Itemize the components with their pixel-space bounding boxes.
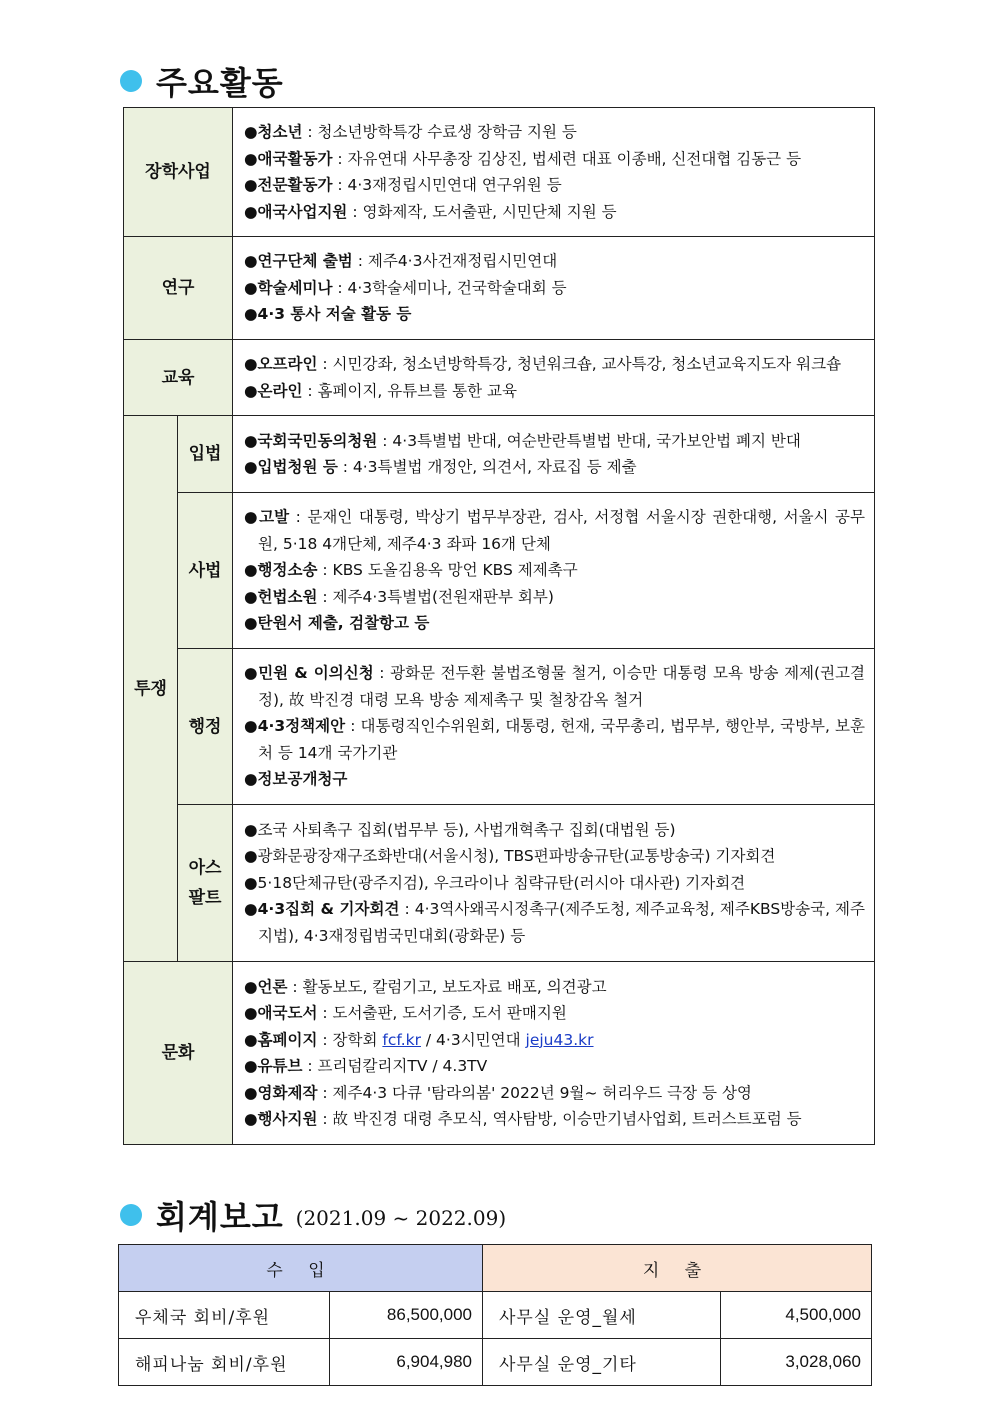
list-item: ●애국도서 : 도서출판, 도서기증, 도서 판매지원	[244, 1004, 567, 1022]
expense-amount: 4,500,000	[721, 1292, 872, 1339]
list-item: ●행사지원 : 故 박진경 대령 추모식, 역사탐방, 이승만기념사업회, 트러스트포럼 등	[244, 1110, 802, 1128]
list-item: ●행정소송 : KBS 도올김용옥 망언 KBS 제제촉구	[244, 561, 578, 580]
section-title: 주요활동	[156, 64, 284, 102]
subcategory-label: 입법	[178, 416, 233, 493]
row-legislation	[124, 416, 875, 493]
list-item: ●광화문광장재구조화반대(서울시청), TBS편파방송규탄(교통방송국) 기자회견	[244, 847, 776, 866]
accounting-header-row	[119, 1245, 872, 1292]
list-item: ●전문활동가 : 4·3재정립시민연대 연구위원 등	[244, 176, 562, 194]
table-row	[119, 1292, 872, 1339]
category-label: 투쟁	[124, 416, 178, 962]
section-heading-accounting	[120, 1192, 506, 1238]
category-label: 교육	[124, 340, 233, 416]
item-list	[233, 649, 875, 805]
bullet-circle-icon	[120, 1204, 142, 1226]
list-item: ●5·18단체규탄(광주지검), 우크라이나 침략규탄(러시아 대사관) 기자회견	[244, 873, 746, 892]
row-scholarship	[124, 108, 875, 237]
expense-label: 사무실 운영_기타	[483, 1339, 721, 1386]
subcategory-label: 사법	[178, 493, 233, 649]
item-list	[233, 962, 875, 1145]
income-amount: 6,904,980	[330, 1339, 483, 1386]
income-header: 수 입	[119, 1245, 483, 1292]
category-label: 문화	[124, 962, 233, 1145]
list-item: ●4·3정책제안 : 대통령직인수위원회, 대통령, 헌재, 국무총리, 법무부, 행안부, 국방부, 보훈처 등 14개 국가기관	[244, 717, 865, 762]
list-item: ●학술세미나 : 4·3학술세미나, 건국학술대회 등	[244, 278, 567, 297]
row-research	[124, 237, 875, 340]
table-row	[119, 1339, 872, 1386]
bullet-circle-icon	[120, 70, 142, 92]
income-amount: 86,500,000	[330, 1292, 483, 1339]
row-judicial	[124, 493, 875, 649]
row-education	[124, 340, 875, 416]
row-asphalt	[124, 805, 875, 962]
item-list	[233, 805, 875, 962]
item-list	[233, 416, 875, 493]
list-item: ●유튜브 : 프리덤칼리지TV / 4.3TV	[244, 1057, 488, 1075]
expense-label: 사무실 운영_월세	[483, 1292, 721, 1339]
expense-amount: 3,028,060	[721, 1339, 872, 1386]
period-label: (2021.09 ~ 2022.09)	[295, 1206, 507, 1230]
item-list	[233, 493, 875, 649]
item-list	[233, 340, 875, 416]
subcategory-label: 행정	[178, 649, 233, 805]
list-item: ●오프라인 : 시민강좌, 청소년방학특강, 청년워크숍, 교사특강, 청소년교육지도자 워크숍	[244, 355, 842, 373]
section-title: 회계보고	[156, 1198, 284, 1236]
income-label: 우체국 회비/후원	[119, 1292, 330, 1339]
category-label: 장학사업	[124, 108, 233, 237]
list-item: ●온라인 : 홈페이지, 유튜브를 통한 교육	[244, 381, 517, 400]
list-item: ●영화제작 : 제주4·3 다큐 '탐라의봄' 2022년 9월~ 허리우드 극장 등 상영	[244, 1083, 752, 1102]
list-item: ●헌법소원 : 제주4·3특별법(전원재판부 회부)	[244, 587, 554, 606]
list-item: ●연구단체 출범 : 제주4·3사건재정립시민연대	[244, 252, 558, 271]
activities-table	[123, 107, 875, 1145]
accounting-table	[118, 1244, 872, 1386]
list-item: ●4·3 통사 저술 활동 등	[244, 305, 412, 324]
list-item: ●탄원서 제출, 검찰항고 등	[244, 614, 430, 633]
list-item: ●조국 사퇴촉구 집회(법무부 등), 사법개혁촉구 집회(대법원 등)	[244, 820, 676, 839]
section-heading-activities	[120, 58, 284, 104]
category-label: 연구	[124, 237, 233, 340]
list-item: ●애국사업지원 : 영화제작, 도서출판, 시민단체 지원 등	[244, 202, 617, 221]
list-item: ●민원 & 이의신청 : 광화문 전두환 불법조형물 철거, 이승만 대통령 모욕 방송 제제(권고결정), 故 박진경 대령 모욕 방송 제제촉구 및 철창감옥 철거	[244, 664, 865, 709]
row-administrative	[124, 649, 875, 805]
item-list	[233, 108, 875, 237]
item-list	[233, 237, 875, 340]
expense-header: 지 출	[483, 1245, 872, 1292]
list-item: ●정보공개청구	[244, 770, 348, 789]
list-item: ●국회국민동의청원 : 4·3특별법 반대, 여순반란특별법 반대, 국가보안법 폐지 반대	[244, 431, 801, 450]
list-item: ●입법청원 등 : 4·3특별법 개정안, 의견서, 자료집 등 제출	[244, 458, 637, 476]
row-culture	[124, 962, 875, 1145]
list-item: ●애국활동가 : 자유연대 사무총장 김상진, 법세련 대표 이종배, 신전대협 김동근 등	[244, 149, 802, 168]
link-fcf[interactable]: fcf.kr	[382, 1030, 421, 1049]
income-label: 해피나눔 회비/후원	[119, 1339, 330, 1386]
subcategory-label: 아스 팔트	[178, 805, 233, 962]
list-item: ●고발 : 문재인 대통령, 박상기 법무부장관, 검사, 서정협 서울시장 권한대행, 서울시 공무원, 5·18 4개단체, 제주4·3 좌파 16개 단체	[244, 508, 866, 553]
list-item: ●청소년 : 청소년방학특강 수료생 장학금 지원 등	[244, 123, 577, 141]
list-item: ●4·3집회 & 기자회견 : 4·3역사왜곡시정촉구(제주도청, 제주교육청, 제주KBS방송국, 제주지법), 4·3재정립범국민대회(광화문) 등	[244, 900, 865, 945]
list-item: ●홈페이지 : 장학회 fcf.kr / 4·3시민연대 jeju43.kr	[244, 1030, 594, 1049]
link-jeju43[interactable]: jeju43.kr	[525, 1030, 594, 1049]
list-item: ●언론 : 활동보도, 칼럼기고, 보도자료 배포, 의견광고	[244, 977, 607, 996]
